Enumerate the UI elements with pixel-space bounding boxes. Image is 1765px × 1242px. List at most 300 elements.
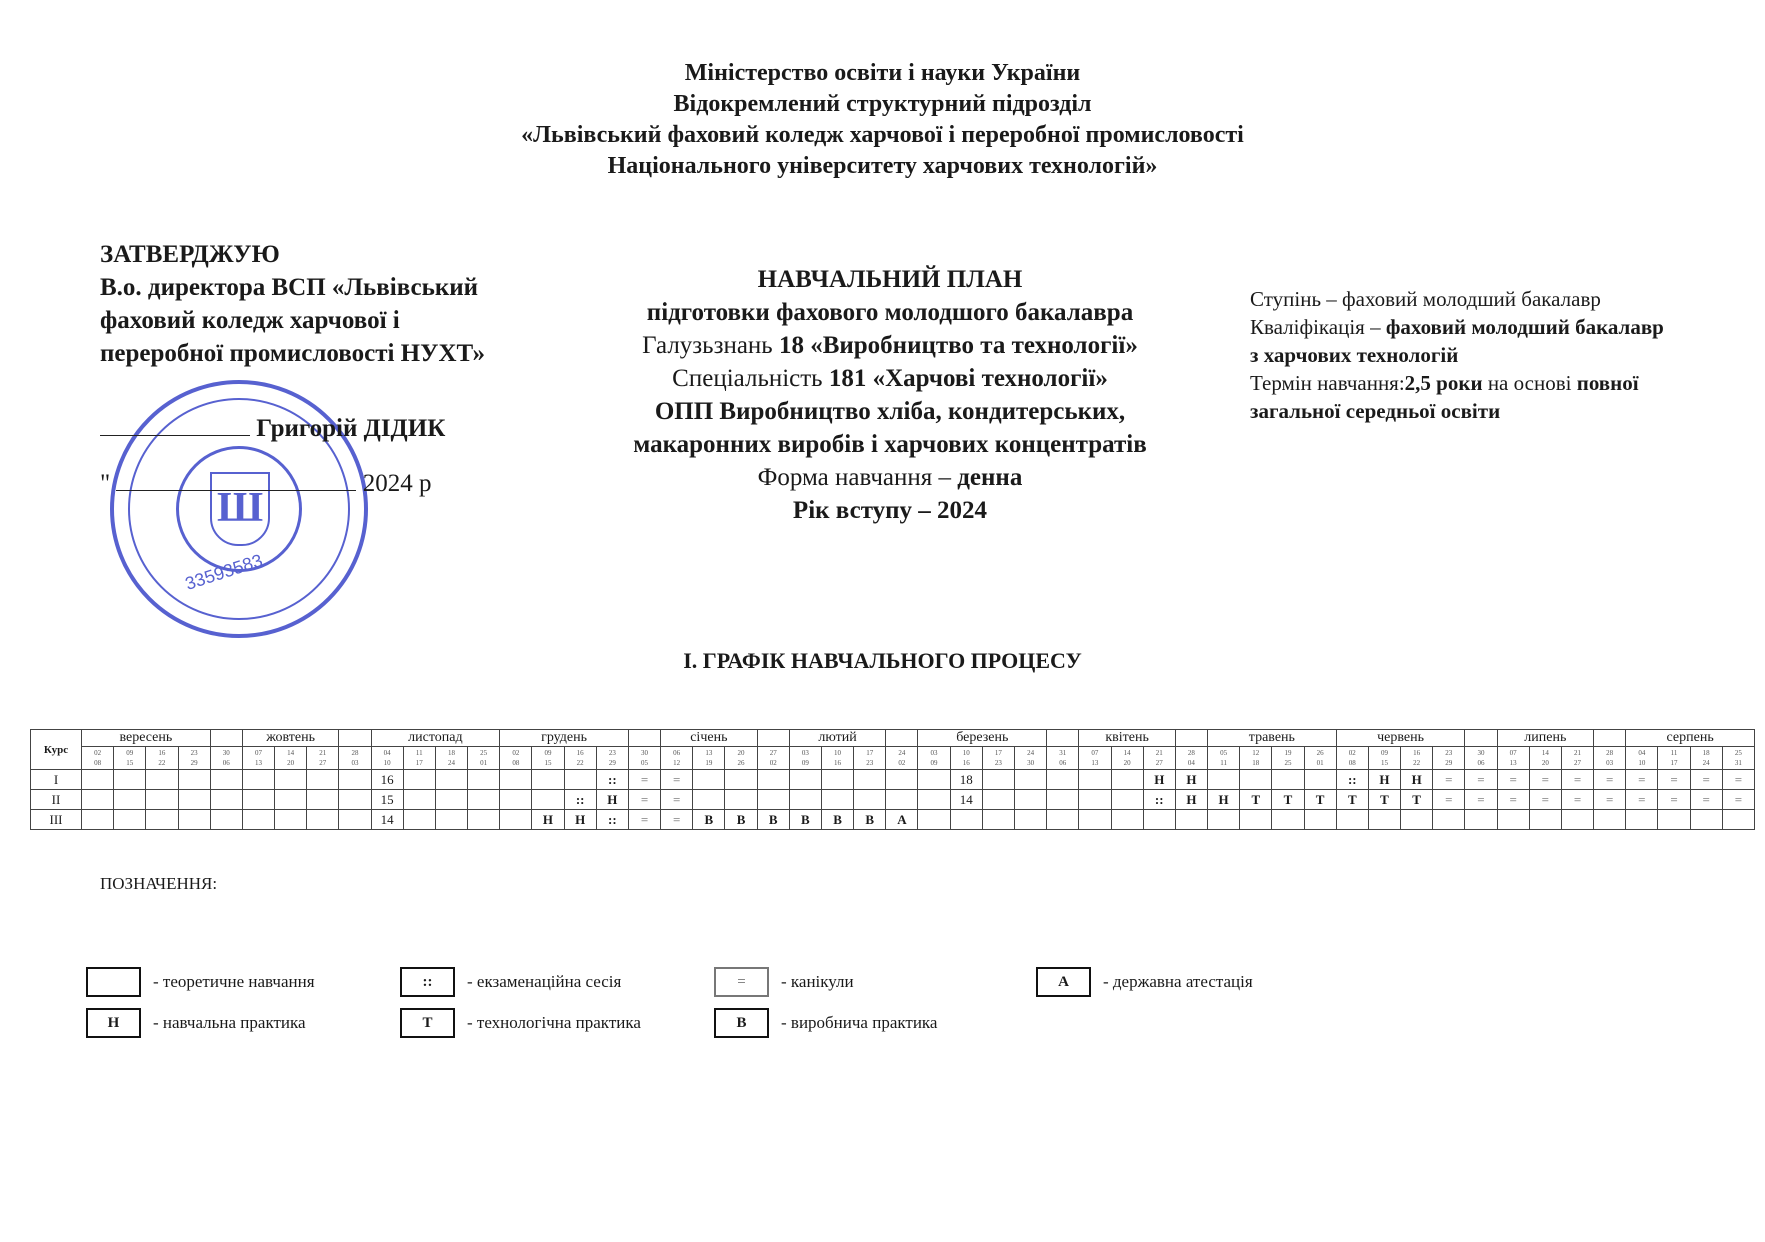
signature-line bbox=[100, 412, 485, 445]
plan-form: Форма навчання – денна bbox=[757, 464, 1023, 491]
week-end: 25 bbox=[1284, 759, 1292, 767]
schedule-cell bbox=[886, 770, 918, 790]
week-range bbox=[1690, 747, 1722, 770]
week-end: 15 bbox=[1380, 759, 1388, 767]
month-header: жовтень bbox=[242, 730, 339, 747]
schedule-cell: Т bbox=[1401, 790, 1433, 810]
schedule-cell bbox=[1497, 810, 1529, 830]
week-range bbox=[1368, 747, 1400, 770]
schedule-cell: = bbox=[1561, 770, 1593, 790]
legend-symbol: В bbox=[714, 1008, 769, 1038]
week-start: 24 bbox=[898, 749, 906, 757]
qualification-cont: з харчових технологій bbox=[1250, 343, 1459, 367]
week-end: 06 bbox=[1477, 759, 1485, 767]
week-start: 05 bbox=[1220, 749, 1228, 757]
month-header: липень bbox=[1497, 730, 1594, 747]
week-range bbox=[242, 747, 274, 770]
schedule-cell bbox=[693, 790, 725, 810]
schedule-cell bbox=[178, 810, 210, 830]
week-range bbox=[982, 747, 1014, 770]
week-range bbox=[210, 747, 242, 770]
week-range bbox=[1047, 747, 1079, 770]
week-range bbox=[435, 747, 467, 770]
week-start: 04 bbox=[1638, 749, 1646, 757]
schedule-cell bbox=[789, 790, 821, 810]
week-end: 02 bbox=[769, 759, 777, 767]
schedule-cell bbox=[1111, 810, 1143, 830]
week-range bbox=[854, 747, 886, 770]
week-start: 04 bbox=[383, 749, 391, 757]
section-title: І. ГРАФІК НАВЧАЛЬНОГО ПРОЦЕСУ bbox=[683, 648, 1082, 673]
month-header bbox=[886, 730, 918, 747]
schedule-cell bbox=[950, 810, 982, 830]
date-blank bbox=[116, 490, 356, 491]
schedule-cell bbox=[275, 810, 307, 830]
schedule-cell bbox=[242, 790, 274, 810]
week-start: 19 bbox=[1284, 749, 1292, 757]
schedule-cell: Н bbox=[1208, 790, 1240, 810]
month-header: квітень bbox=[1079, 730, 1176, 747]
schedule-cell bbox=[307, 810, 339, 830]
week-range bbox=[500, 747, 532, 770]
week-end: 26 bbox=[737, 759, 745, 767]
schedule-cell: = bbox=[1529, 770, 1561, 790]
kurs-cell: I bbox=[31, 770, 82, 790]
week-end: 04 bbox=[1187, 759, 1195, 767]
schedule-cell: Т bbox=[1336, 790, 1368, 810]
week-end: 02 bbox=[898, 759, 906, 767]
week-end: 09 bbox=[930, 759, 938, 767]
week-start: 23 bbox=[190, 749, 198, 757]
schedule-cell bbox=[854, 790, 886, 810]
schedule-cell bbox=[275, 770, 307, 790]
schedule-cell: = bbox=[1433, 790, 1465, 810]
week-end: 17 bbox=[415, 759, 423, 767]
plan-field: Галузьзнань 18 «Виробництво та технології» bbox=[642, 332, 1138, 359]
week-start: 21 bbox=[319, 749, 327, 757]
schedule-cell bbox=[1401, 810, 1433, 830]
week-header-row bbox=[31, 747, 1755, 770]
week-start: 12 bbox=[1252, 749, 1260, 757]
week-start: 14 bbox=[1123, 749, 1131, 757]
week-end: 03 bbox=[351, 759, 359, 767]
week-start: 28 bbox=[1187, 749, 1195, 757]
schedule-cell: = bbox=[1497, 770, 1529, 790]
schedule-cell bbox=[1561, 810, 1593, 830]
date-quote: " bbox=[100, 470, 111, 497]
week-range bbox=[1079, 747, 1111, 770]
schedule-cell bbox=[1240, 810, 1272, 830]
legend-item: Н - навчальна практика bbox=[86, 1008, 306, 1038]
schedule-cell: = bbox=[1465, 770, 1497, 790]
schedule-cell bbox=[1111, 770, 1143, 790]
week-end: 27 bbox=[1155, 759, 1163, 767]
week-end: 30 bbox=[1027, 759, 1035, 767]
schedule-cell: Н bbox=[1368, 770, 1400, 790]
schedule-cell bbox=[725, 770, 757, 790]
plan-title: НАВЧАЛЬНИЙ ПЛАН bbox=[757, 266, 1023, 293]
week-range bbox=[1658, 747, 1690, 770]
week-end: 24 bbox=[1702, 759, 1710, 767]
week-end: 29 bbox=[608, 759, 616, 767]
schedule-cell bbox=[982, 790, 1014, 810]
plan-specialty: Спеціальність 181 «Харчові технології» bbox=[672, 365, 1108, 392]
week-start: 26 bbox=[1316, 749, 1324, 757]
week-end: 13 bbox=[1091, 759, 1099, 767]
week-range bbox=[1272, 747, 1304, 770]
week-start: 30 bbox=[641, 749, 648, 757]
schedule-cell: Н bbox=[1401, 770, 1433, 790]
legend-symbol: :: bbox=[400, 967, 455, 997]
week-end: 13 bbox=[1509, 759, 1517, 767]
week-start: 02 bbox=[94, 749, 102, 757]
week-range bbox=[114, 747, 146, 770]
schedule-cell bbox=[468, 810, 500, 830]
schedule-cell: = bbox=[1658, 790, 1690, 810]
month-header bbox=[1594, 730, 1626, 747]
schedule-cell bbox=[435, 810, 467, 830]
schedule-cell bbox=[307, 770, 339, 790]
schedule-cell bbox=[1272, 770, 1304, 790]
kurs-cell: III bbox=[31, 810, 82, 830]
week-start: 23 bbox=[1445, 749, 1453, 757]
month-header: лютий bbox=[789, 730, 886, 747]
schedule-cell bbox=[725, 790, 757, 810]
week-end: 22 bbox=[158, 759, 166, 767]
schedule-cell bbox=[1529, 810, 1561, 830]
week-start: 07 bbox=[254, 749, 262, 757]
week-end: 20 bbox=[287, 759, 295, 767]
week-range bbox=[596, 747, 628, 770]
schedule-cell: Т bbox=[1368, 790, 1400, 810]
week-start: 18 bbox=[1702, 749, 1710, 757]
schedule-cell bbox=[1111, 790, 1143, 810]
month-header: вересень bbox=[82, 730, 211, 747]
schedule-cell bbox=[1272, 810, 1304, 830]
schedule-cell: :: bbox=[1336, 770, 1368, 790]
approval-title: ЗАТВЕРДЖУЮ bbox=[100, 241, 280, 268]
schedule-cell bbox=[1014, 810, 1046, 830]
week-range bbox=[403, 747, 435, 770]
week-range bbox=[1626, 747, 1658, 770]
qualification: Кваліфікація – фаховий молодший бакалавр bbox=[1250, 315, 1664, 339]
schedule-cell bbox=[1304, 770, 1336, 790]
plan-subtitle: підготовки фахового молодшого бакалавра bbox=[646, 299, 1134, 326]
study-term-cont: загальної середньої освіти bbox=[1250, 399, 1501, 423]
schedule-cell bbox=[146, 810, 178, 830]
schedule-cell bbox=[1690, 810, 1722, 830]
week-start: 02 bbox=[1348, 749, 1356, 757]
week-range bbox=[1240, 747, 1272, 770]
month-header bbox=[1175, 730, 1207, 747]
schedule-cell bbox=[982, 810, 1014, 830]
week-end: 08 bbox=[512, 759, 520, 767]
week-start: 25 bbox=[480, 749, 488, 757]
legend-item: - теоретичне навчання bbox=[86, 967, 315, 997]
week-end: 08 bbox=[94, 759, 102, 767]
study-term: Термін навчання:2,5 роки на основі повної bbox=[1250, 371, 1639, 395]
week-end: 03 bbox=[1606, 759, 1614, 767]
schedule-cell bbox=[500, 770, 532, 790]
schedule-cell bbox=[146, 770, 178, 790]
schedule-cell bbox=[339, 770, 371, 790]
schedule-cell bbox=[242, 770, 274, 790]
week-end: 15 bbox=[126, 759, 134, 767]
week-end: 09 bbox=[801, 759, 809, 767]
approval-position: В.о. директора ВСП «Львівський bbox=[100, 274, 479, 301]
schedule-cell: 16 bbox=[371, 770, 403, 790]
schedule-cell: В bbox=[821, 810, 853, 830]
week-range bbox=[1465, 747, 1497, 770]
schedule-cell: А bbox=[886, 810, 918, 830]
week-range bbox=[1336, 747, 1368, 770]
week-range bbox=[1529, 747, 1561, 770]
schedule-cell bbox=[1433, 810, 1465, 830]
plan-year: Рік вступу – 2024 bbox=[792, 497, 988, 524]
week-range bbox=[1304, 747, 1336, 770]
date-year: 2024 р bbox=[362, 470, 432, 497]
schedule-cell bbox=[178, 790, 210, 810]
ministry-line: Міністерство освіти і науки України bbox=[684, 60, 1081, 86]
schedule-cell bbox=[500, 790, 532, 810]
schedule-cell: В bbox=[789, 810, 821, 830]
week-range bbox=[275, 747, 307, 770]
week-end: 20 bbox=[1541, 759, 1549, 767]
month-header bbox=[757, 730, 789, 747]
schedule-cell: :: bbox=[596, 770, 628, 790]
schedule-cell: В bbox=[693, 810, 725, 830]
month-header: листопад bbox=[371, 730, 500, 747]
legend-title: ПОЗНАЧЕННЯ: bbox=[100, 874, 218, 893]
schedule-cell bbox=[82, 770, 114, 790]
week-start: 21 bbox=[1155, 749, 1163, 757]
schedule-cell bbox=[1079, 810, 1111, 830]
month-header bbox=[1465, 730, 1497, 747]
month-header: травень bbox=[1208, 730, 1337, 747]
schedule-cell: В bbox=[757, 810, 789, 830]
week-start: 30 bbox=[1477, 749, 1485, 757]
schedule-cell bbox=[468, 790, 500, 810]
week-range bbox=[950, 747, 982, 770]
schedule-cell: 15 bbox=[371, 790, 403, 810]
schedule-cell: 14 bbox=[950, 790, 982, 810]
week-end: 24 bbox=[447, 759, 455, 767]
schedule-cell bbox=[918, 770, 950, 790]
week-end: 27 bbox=[1573, 759, 1581, 767]
schedule-cell bbox=[114, 810, 146, 830]
schedule-cell bbox=[210, 810, 242, 830]
month-header: грудень bbox=[500, 730, 629, 747]
schedule-cell: 14 bbox=[371, 810, 403, 830]
schedule-cell bbox=[242, 810, 274, 830]
week-start: 09 bbox=[544, 749, 552, 757]
week-start: 14 bbox=[1541, 749, 1549, 757]
schedule-cell: Н bbox=[1175, 770, 1207, 790]
week-range bbox=[1433, 747, 1465, 770]
week-range bbox=[178, 747, 210, 770]
schedule-cell bbox=[1658, 810, 1690, 830]
week-end: 01 bbox=[480, 759, 488, 767]
week-end: 23 bbox=[866, 759, 874, 767]
week-end: 17 bbox=[1670, 759, 1678, 767]
schedule-cell: = bbox=[1722, 770, 1754, 790]
schedule-cell bbox=[564, 770, 596, 790]
week-range bbox=[307, 747, 339, 770]
schedule-cell: = bbox=[1626, 770, 1658, 790]
month-header: січень bbox=[661, 730, 758, 747]
schedule-cell bbox=[1594, 810, 1626, 830]
schedule-cell: = bbox=[661, 810, 693, 830]
trident-icon: Ш bbox=[210, 472, 270, 546]
schedule-cell: = bbox=[1594, 790, 1626, 810]
week-range bbox=[468, 747, 500, 770]
week-end: 27 bbox=[319, 759, 327, 767]
month-header bbox=[210, 730, 242, 747]
week-range bbox=[886, 747, 918, 770]
schedule-cell bbox=[918, 790, 950, 810]
week-start: 09 bbox=[126, 749, 134, 757]
week-range bbox=[661, 747, 693, 770]
schedule-cell: :: bbox=[564, 790, 596, 810]
schedule-cell bbox=[1465, 810, 1497, 830]
schedule-cell: Т bbox=[1240, 790, 1272, 810]
month-header bbox=[339, 730, 371, 747]
week-range bbox=[1175, 747, 1207, 770]
schedule-cell: = bbox=[628, 790, 660, 810]
week-start: 10 bbox=[962, 749, 970, 757]
schedule-cell bbox=[854, 770, 886, 790]
schedule-cell bbox=[1175, 810, 1207, 830]
schedule-cell bbox=[114, 790, 146, 810]
schedule-cell bbox=[146, 790, 178, 810]
week-start: 07 bbox=[1509, 749, 1517, 757]
week-range bbox=[339, 747, 371, 770]
schedule-cell bbox=[1014, 790, 1046, 810]
month-header bbox=[628, 730, 660, 747]
schedule-cell: В bbox=[725, 810, 757, 830]
week-start: 10 bbox=[834, 749, 842, 757]
week-start: 20 bbox=[737, 749, 745, 757]
schedule-cell bbox=[1208, 810, 1240, 830]
schedule-cell: = bbox=[1497, 790, 1529, 810]
week-range bbox=[1722, 747, 1754, 770]
week-end: 13 bbox=[254, 759, 262, 767]
approval-position: переробної промисловості НУХТ» bbox=[100, 340, 486, 367]
month-header: березень bbox=[918, 730, 1047, 747]
week-start: 17 bbox=[994, 749, 1002, 757]
schedule-cell: Н bbox=[564, 810, 596, 830]
week-range bbox=[757, 747, 789, 770]
week-end: 22 bbox=[1413, 759, 1421, 767]
week-start: 14 bbox=[287, 749, 295, 757]
week-end: 16 bbox=[834, 759, 842, 767]
schedule-cell bbox=[1304, 810, 1336, 830]
schedule-cell bbox=[435, 770, 467, 790]
schedule-cell bbox=[757, 790, 789, 810]
schedule-cell bbox=[82, 790, 114, 810]
week-end: 15 bbox=[544, 759, 552, 767]
approval-block bbox=[100, 238, 485, 500]
week-end: 06 bbox=[222, 759, 230, 767]
schedule-cell bbox=[178, 770, 210, 790]
schedule-cell bbox=[403, 810, 435, 830]
schedule-cell: :: bbox=[1143, 790, 1175, 810]
signature-blank bbox=[100, 435, 250, 436]
schedule-cell: = bbox=[1433, 770, 1465, 790]
week-end: 05 bbox=[641, 759, 648, 767]
schedule-cell bbox=[1722, 810, 1754, 830]
week-start: 13 bbox=[705, 749, 713, 757]
week-range bbox=[532, 747, 564, 770]
week-end: 16 bbox=[962, 759, 970, 767]
legend-symbol: = bbox=[714, 967, 769, 997]
schedule-cell bbox=[500, 810, 532, 830]
schedule-cell bbox=[435, 790, 467, 810]
week-start: 03 bbox=[801, 749, 809, 757]
schedule-cell bbox=[403, 770, 435, 790]
approval-position: фаховий коледж харчової і bbox=[100, 307, 400, 334]
schedule-cell bbox=[1143, 810, 1175, 830]
schedule-cell: = bbox=[1690, 790, 1722, 810]
schedule-cell: Т bbox=[1304, 790, 1336, 810]
legend-symbol: Т bbox=[400, 1008, 455, 1038]
week-end: 19 bbox=[705, 759, 713, 767]
week-range bbox=[821, 747, 853, 770]
stamp-number: 33593583 bbox=[182, 550, 266, 594]
week-end: 29 bbox=[1445, 759, 1453, 767]
schedule-cell: = bbox=[1690, 770, 1722, 790]
week-start: 11 bbox=[415, 749, 423, 757]
week-end: 01 bbox=[1316, 759, 1324, 767]
week-start: 18 bbox=[447, 749, 455, 757]
week-range bbox=[1401, 747, 1433, 770]
week-start: 21 bbox=[1573, 749, 1581, 757]
kurs-cell: II bbox=[31, 790, 82, 810]
week-start: 16 bbox=[576, 749, 584, 757]
schedule-cell: = bbox=[628, 770, 660, 790]
week-start: 25 bbox=[1734, 749, 1742, 757]
schedule-cell bbox=[918, 810, 950, 830]
week-start: 06 bbox=[673, 749, 681, 757]
week-range bbox=[628, 747, 660, 770]
signer-name: Григорій ДІДИК bbox=[256, 415, 446, 442]
week-range bbox=[1208, 747, 1240, 770]
schedule-cell: = bbox=[661, 770, 693, 790]
schedule-cell: Н bbox=[1143, 770, 1175, 790]
week-end: 22 bbox=[576, 759, 584, 767]
approval-date bbox=[100, 467, 485, 500]
schedule-cell: :: bbox=[596, 810, 628, 830]
legend-item: = - канікули bbox=[714, 967, 854, 997]
schedule-cell bbox=[789, 770, 821, 790]
schedule-cell: 18 bbox=[950, 770, 982, 790]
schedule-cell bbox=[1368, 810, 1400, 830]
week-range bbox=[1143, 747, 1175, 770]
week-start: 17 bbox=[866, 749, 874, 757]
schedule-cell: = bbox=[1561, 790, 1593, 810]
schedule-cell: = bbox=[628, 810, 660, 830]
schedule-cell: = bbox=[1529, 790, 1561, 810]
week-range bbox=[918, 747, 950, 770]
schedule-cell bbox=[403, 790, 435, 810]
week-start: 03 bbox=[930, 749, 938, 757]
schedule-cell bbox=[468, 770, 500, 790]
week-start: 16 bbox=[158, 749, 166, 757]
plan-program: макаронних виробів і харчових концентратів bbox=[633, 431, 1147, 458]
week-range bbox=[1561, 747, 1593, 770]
week-end: 08 bbox=[1348, 759, 1356, 767]
schedule-cell bbox=[532, 790, 564, 810]
